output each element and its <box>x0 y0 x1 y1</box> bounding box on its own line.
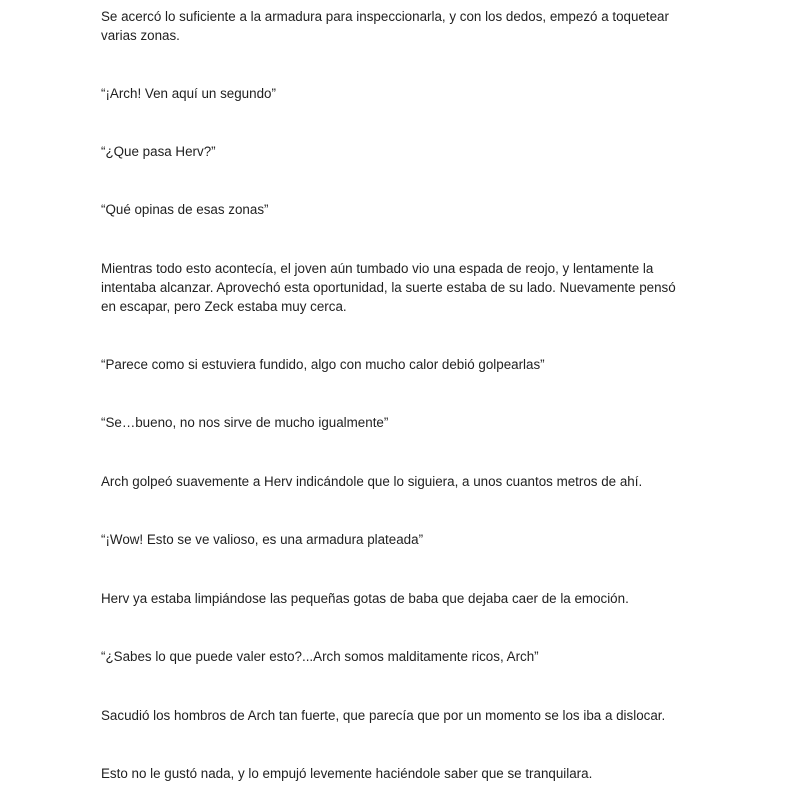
paragraph-13: Esto no le gustó nada, y lo empujó levemente haciéndole saber que se tranquilara. <box>101 766 593 781</box>
paragraph-2: “¡Arch! Ven aquí un segundo” <box>101 86 276 101</box>
paragraph-4: “Qué opinas de esas zonas” <box>101 202 269 217</box>
paragraph-6: “Parece como si estuviera fundido, algo con mucho calor debió golpearlas” <box>101 357 545 372</box>
paragraph-12: Sacudió los hombros de Arch tan fuerte, que parecía que por un momento se los iba a dislocar. <box>101 708 666 723</box>
paragraph-7: “Se…bueno, no nos sirve de mucho igualmente” <box>101 415 389 430</box>
paragraph-5: Mientras todo esto acontecía, el joven aún tumbado vio una espada de reojo, y lentamente la intentaba alcanzar. Aprovechó esta oportunidad, la suerte estaba de su lado. Nuevamente pensó en escapar, pero Zeck estaba muy cerca. <box>101 261 676 314</box>
paragraph-3: “¿Que pasa Herv?” <box>101 144 216 159</box>
paragraph-1: Se acercó lo suficiente a la armadura para inspeccionarla, y con los dedos, empezó a toquetear varias zonas. <box>101 9 669 43</box>
paragraph-8: Arch golpeó suavemente a Herv indicándole que lo siguiera, a unos cuantos metros de ahí. <box>101 474 643 489</box>
paragraph-9: “¡Wow! Esto se ve valioso, es una armadura plateada” <box>101 532 424 547</box>
paragraph-11: “¿Sabes lo que puede valer esto?...Arch somos malditamente ricos, Arch” <box>101 649 539 664</box>
paragraph-10: Herv ya estaba limpiándose las pequeñas gotas de baba que dejaba caer de la emoción. <box>101 591 629 606</box>
